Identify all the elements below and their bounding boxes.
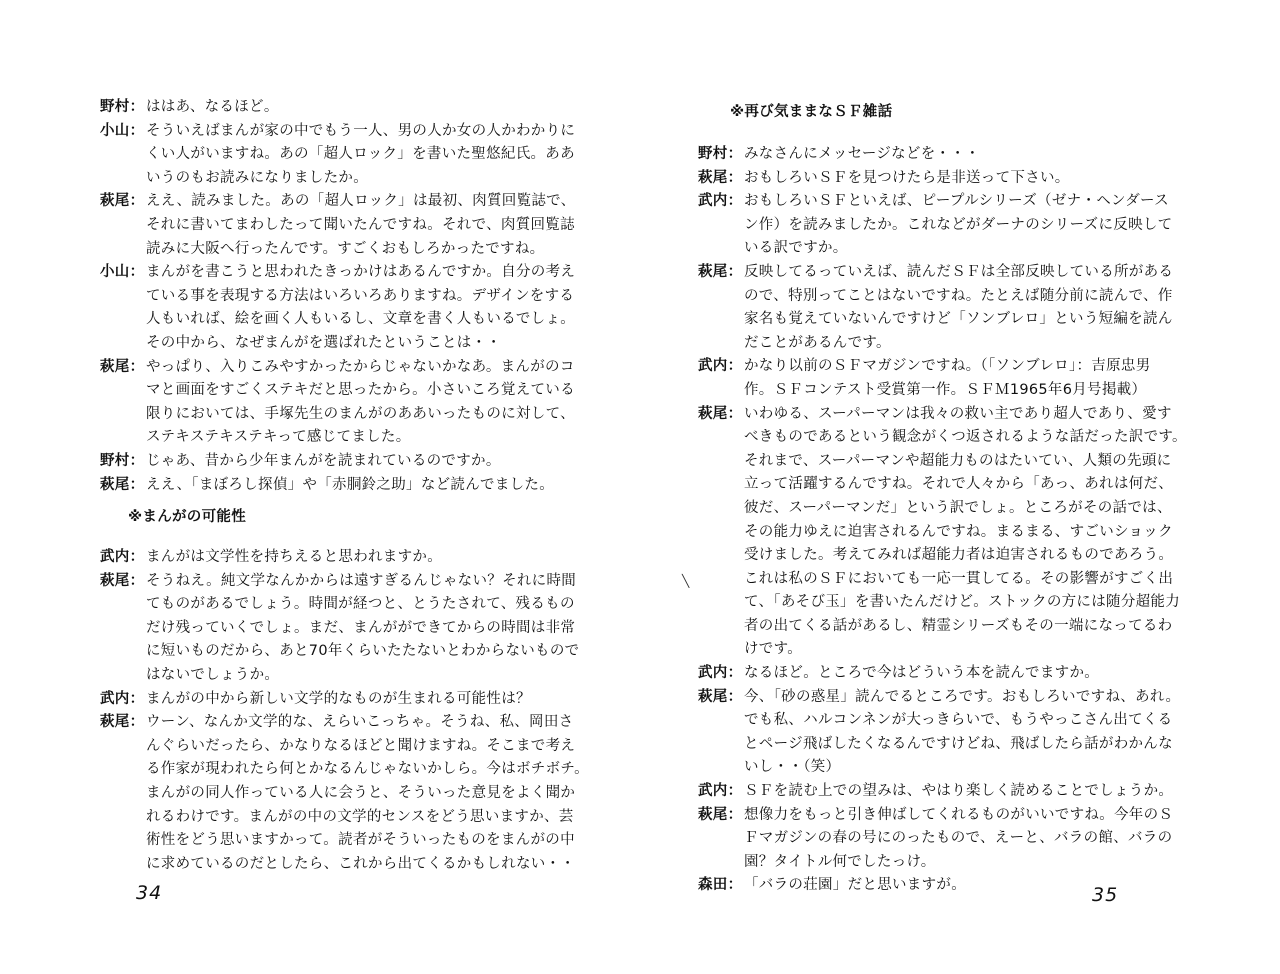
dialogue-text: でも私、ハルコンネンが大っきらいで、もうやっこさん出てくる <box>744 712 1173 729</box>
dialogue-continuation <box>698 568 1187 592</box>
dialogue-continuation <box>100 308 576 332</box>
dialogue-text: いる訳ですか。 <box>744 240 848 257</box>
speaker-label: 森田： <box>698 877 743 894</box>
speaker-label: 萩尾： <box>698 263 743 280</box>
speaker-label: 萩尾： <box>100 714 145 731</box>
dialogue-text: てものがあるでしょう。時間が経つと、とうたされて、残るもの <box>146 596 575 613</box>
dialogue-text: なるほど。ところで今はどういう本を読んでますか。 <box>744 665 1100 682</box>
dialogue-text: ええ、読みました。あの「超人ロック」は最初、肉質回覧誌で、 <box>146 193 576 210</box>
dialogue-text: て、「あそび玉」を書いたんだけど。ストックの方には随分超能力 <box>744 594 1181 611</box>
dialogue-text: 人もいれば、絵を画く人もいるし、文章を書く人もいるでしょ。 <box>146 311 576 328</box>
dialogue-text: ＳＦを読む上での望みは、やはり楽しく読めることでしょうか。 <box>744 783 1174 800</box>
dialogue-text: 彼だ、スーパーマンだ」という訳でしょ。ところがその話では、 <box>744 499 1172 516</box>
dialogue-line <box>698 662 1187 686</box>
dialogue-text: ている事を表現する方法はいろいろありますね。デザインをする <box>146 287 575 304</box>
dialogue-continuation <box>100 758 589 782</box>
dialogue-text: 立って活躍するんですね。それで人々から「あっ、あれは何だ、 <box>744 476 1174 493</box>
dialogue-line <box>100 474 576 498</box>
dialogue-continuation <box>100 664 589 688</box>
speaker-label: 小山： <box>100 264 145 281</box>
dialogue-text: 限りにおいては、手塚先生のまんがのああいったものに対して、 <box>146 405 575 422</box>
dialogue-text: 想像力をもっと引き伸ばしてくれるものがいいですね。今年のＳ <box>744 806 1174 823</box>
dialogue-continuation <box>698 473 1187 497</box>
dialogue-continuation <box>100 853 589 877</box>
dialogue-continuation <box>100 617 589 641</box>
dialogue-text: ステキステキステキって感じてました。 <box>146 429 411 446</box>
dialogue-text: に求めているのだとしたら、これから出てくるかもしれない・・ <box>146 855 576 872</box>
dialogue-continuation <box>698 497 1187 521</box>
dialogue-text: やっぱり、入りこみやすかったからじゃないかなあ。まんがのコ <box>146 358 575 375</box>
dialogue-text: だけ残っていくでしょ。まだ、まんがができてからの時間は非常 <box>146 619 576 636</box>
dialogue-text: おもしろいＳＦといえば、ピープルシリーズ（ゼナ・ヘンダース <box>744 193 1169 210</box>
dialogue-continuation <box>698 332 1187 356</box>
dialogue-text: これは私のＳＦにおいても一応一貫してる。その影響がすごく出 <box>744 570 1174 587</box>
dialogue-text: ええ、「まぼろし探偵」や「赤胴鈴之助」など読んでました。 <box>146 476 555 493</box>
dialogue-section-3 <box>698 143 1187 898</box>
dialogue-line <box>698 686 1187 710</box>
dialogue-text: それに書いてまわしたって聞いたんですね。それで、肉質回覧誌 <box>146 216 575 233</box>
dialogue-continuation <box>100 379 576 403</box>
dialogue-continuation <box>698 756 1187 780</box>
dialogue-text: ウーン、なんか文学的な、えらいこっちゃ。そうね、私、岡田さ <box>146 714 574 731</box>
dialogue-text: いわゆる、スーパーマンは我々の救い主であり超人であり、愛す <box>744 405 1172 422</box>
dialogue-text: 読みに大阪へ行ったんです。すごくおもしろかったですね。 <box>146 240 545 257</box>
dialogue-line <box>100 711 589 735</box>
dialogue-line <box>698 143 1187 167</box>
dialogue-text: まんがは文学性を持ちえると思われますか。 <box>146 549 442 565</box>
dialogue-continuation <box>100 285 576 309</box>
dialogue-text: 「バラの荘園」だと思いますが。 <box>744 877 966 894</box>
dialogue-continuation <box>698 827 1187 851</box>
speaker-label: 萩尾： <box>698 405 743 422</box>
dialogue-line <box>100 450 576 474</box>
speaker-label: 萩尾： <box>100 193 145 210</box>
dialogue-text: ので、特別ってことはないですね。たとえば随分前に読んで、作 <box>744 287 1173 304</box>
dialogue-continuation <box>698 709 1187 733</box>
dialogue-text: まんがの同人作っている人に会うと、そういった意見をよく聞か <box>146 784 576 801</box>
dialogue-line <box>698 780 1187 804</box>
speaker-label: 武内： <box>698 665 743 682</box>
dialogue-section-1 <box>100 96 576 497</box>
dialogue-line <box>100 570 589 594</box>
scan-speck: ╲ <box>682 574 690 588</box>
dialogue-text: る作家が現われたら何とかなるんじゃないかしら。今はボチボチ。 <box>146 761 589 778</box>
dialogue-text: けです。 <box>744 641 803 658</box>
dialogue-line <box>100 190 576 214</box>
dialogue-text: その能力ゆえに迫害されるんですね。まるまる、すごいショック <box>744 523 1173 540</box>
dialogue-text: とページ飛ばしたくなるんですけどね、飛ばしたら話がわかんな <box>744 735 1173 752</box>
speaker-label: 武内： <box>698 193 743 210</box>
speaker-label: 野村： <box>100 452 145 469</box>
dialogue-text: れるわけです。まんがの中の文学的センスをどう思いますか、芸 <box>146 808 574 825</box>
dialogue-continuation <box>100 332 576 356</box>
page-number-right: 35 <box>1092 884 1119 906</box>
dialogue-text: 家名も覚えていないんですけど「ソンブレロ」という短編を読ん <box>744 311 1173 328</box>
dialogue-continuation <box>698 426 1187 450</box>
dialogue-text: マと画面をすごくステキだと思ったから。小さいころ覚えている <box>146 382 575 399</box>
speaker-label: 小山： <box>100 122 145 139</box>
dialogue-line <box>698 403 1187 427</box>
speaker-label: 武内： <box>100 690 145 707</box>
dialogue-text: 受けました。考えてみれば超能力者は迫害されるものであろう。 <box>744 547 1174 564</box>
dialogue-continuation <box>698 638 1187 662</box>
dialogue-continuation <box>698 285 1187 309</box>
dialogue-continuation <box>100 640 589 664</box>
dialogue-line <box>100 546 589 570</box>
dialogue-text: に短いものだから、あと70年くらいたたないとわからないもので <box>146 643 580 660</box>
dialogue-continuation <box>100 143 576 167</box>
dialogue-text: ははあ、なるほど。 <box>146 99 279 115</box>
dialogue-line <box>100 96 576 120</box>
dialogue-continuation <box>698 379 1187 403</box>
dialogue-continuation <box>698 308 1187 332</box>
dialogue-text: そうねえ。純文学なんかからは遠すぎるんじゃない？それに時間 <box>146 572 577 589</box>
dialogue-text: まんがの中から新しい文学的なものが生まれる可能性は？ <box>146 690 531 707</box>
dialogue-continuation <box>100 238 576 262</box>
dialogue-continuation <box>698 591 1187 615</box>
dialogue-continuation <box>698 544 1187 568</box>
dialogue-line <box>698 190 1187 214</box>
dialogue-text: かなり以前のＳＦマガジンですね。（「ソンブレロ」：吉原忠男 <box>744 358 1151 375</box>
dialogue-text: Ｆマガジンの春の号にのったもので、えーと、バラの館、バラの <box>744 830 1173 847</box>
dialogue-continuation <box>100 593 589 617</box>
speaker-label: 武内： <box>698 358 743 375</box>
dialogue-text: みなさんにメッセージなどを・・・ <box>744 146 980 162</box>
dialogue-line <box>698 804 1187 828</box>
dialogue-continuation <box>698 615 1187 639</box>
dialogue-line <box>100 356 576 380</box>
dialogue-continuation <box>100 167 576 191</box>
dialogue-continuation <box>100 829 589 853</box>
dialogue-continuation <box>698 733 1187 757</box>
speaker-label: 野村： <box>100 99 145 115</box>
speaker-label: 萩尾： <box>100 572 145 589</box>
right-page <box>640 0 1280 974</box>
speaker-label: 萩尾： <box>698 806 743 823</box>
dialogue-line <box>100 688 589 712</box>
dialogue-text: いし・・（笑） <box>744 759 841 776</box>
speaker-label: 萩尾： <box>698 688 743 705</box>
dialogue-continuation <box>698 237 1187 261</box>
section-heading-sf-talk: ※再び気ままなＳＦ雑話 <box>730 104 893 120</box>
dialogue-line <box>100 120 576 144</box>
dialogue-continuation <box>100 214 576 238</box>
dialogue-line <box>698 355 1187 379</box>
dialogue-continuation <box>698 214 1187 238</box>
dialogue-text: 術性をどう思いますかって。読者がそういったものをまんがの中 <box>146 832 575 849</box>
speaker-label: 野村： <box>698 146 743 162</box>
section-heading-manga-possibility: ※まんがの可能性 <box>128 509 246 525</box>
dialogue-text: いうのもお読みになりましたか。 <box>146 169 368 186</box>
dialogue-line <box>698 261 1187 285</box>
speaker-label: 武内： <box>100 549 145 565</box>
speaker-label: 萩尾： <box>100 358 145 375</box>
speaker-label: 武内： <box>698 783 743 800</box>
dialogue-text: ン作）を読みましたか。これなどがダーナのシリーズに反映して <box>744 216 1173 233</box>
dialogue-continuation <box>698 851 1187 875</box>
dialogue-text: んぐらいだったら、かなりなるほどと聞けますね。そこまで考え <box>146 737 576 754</box>
dialogue-continuation <box>698 521 1187 545</box>
speaker-label: 萩尾： <box>100 476 145 493</box>
dialogue-continuation <box>100 806 589 830</box>
dialogue-text: 者の出てくる話があるし、精霊シリーズもその一端になってるわ <box>744 617 1173 634</box>
dialogue-text: 作。ＳＦコンテスト受賞第一作。ＳＦＭ1965年6月号掲載） <box>744 381 1147 398</box>
dialogue-text: それまで、スーパーマンや超能力ものはたいてい、人類の先頭に <box>744 452 1172 469</box>
dialogue-section-2 <box>100 546 589 876</box>
dialogue-continuation <box>100 735 589 759</box>
dialogue-text: くい人がいますね。あの「超人ロック」を書いた聖悠紀氏。ああ <box>146 146 575 163</box>
dialogue-text: じゃあ、昔から少年まんがを読まれているのですか。 <box>146 452 501 469</box>
dialogue-text: 反映してるっていえば、読んだＳＦは全部反映している所がある <box>744 263 1174 280</box>
dialogue-continuation <box>100 426 576 450</box>
speaker-label: 萩尾： <box>698 169 743 186</box>
dialogue-text: べきものであるという観念がくつ返されるような話だった訳です。 <box>744 429 1187 446</box>
dialogue-continuation <box>698 450 1187 474</box>
dialogue-line <box>100 261 576 285</box>
dialogue-continuation <box>100 782 589 806</box>
page-number-left: 34 <box>136 882 163 904</box>
dialogue-text: おもしろいＳＦを見つけたら是非送って下さい。 <box>744 169 1070 186</box>
dialogue-text: だことがあるんです。 <box>744 334 891 351</box>
dialogue-text: そういえばまんが家の中でもう一人、男の人か女の人かわかりに <box>146 122 576 139</box>
dialogue-text: 今、「砂の惑星」読んでるところです。おもしろいですね、あれ。 <box>744 688 1181 705</box>
dialogue-text: はないでしょうか。 <box>146 666 280 683</box>
dialogue-line <box>698 167 1187 191</box>
dialogue-text: 園？タイトル何でしたっけ。 <box>744 853 936 870</box>
dialogue-text: まんがを書こうと思われたきっかけはあるんですか。自分の考え <box>146 264 576 281</box>
dialogue-text: その中から、なぜまんがを選ばれたということは・・ <box>146 334 502 351</box>
dialogue-continuation <box>100 403 576 427</box>
